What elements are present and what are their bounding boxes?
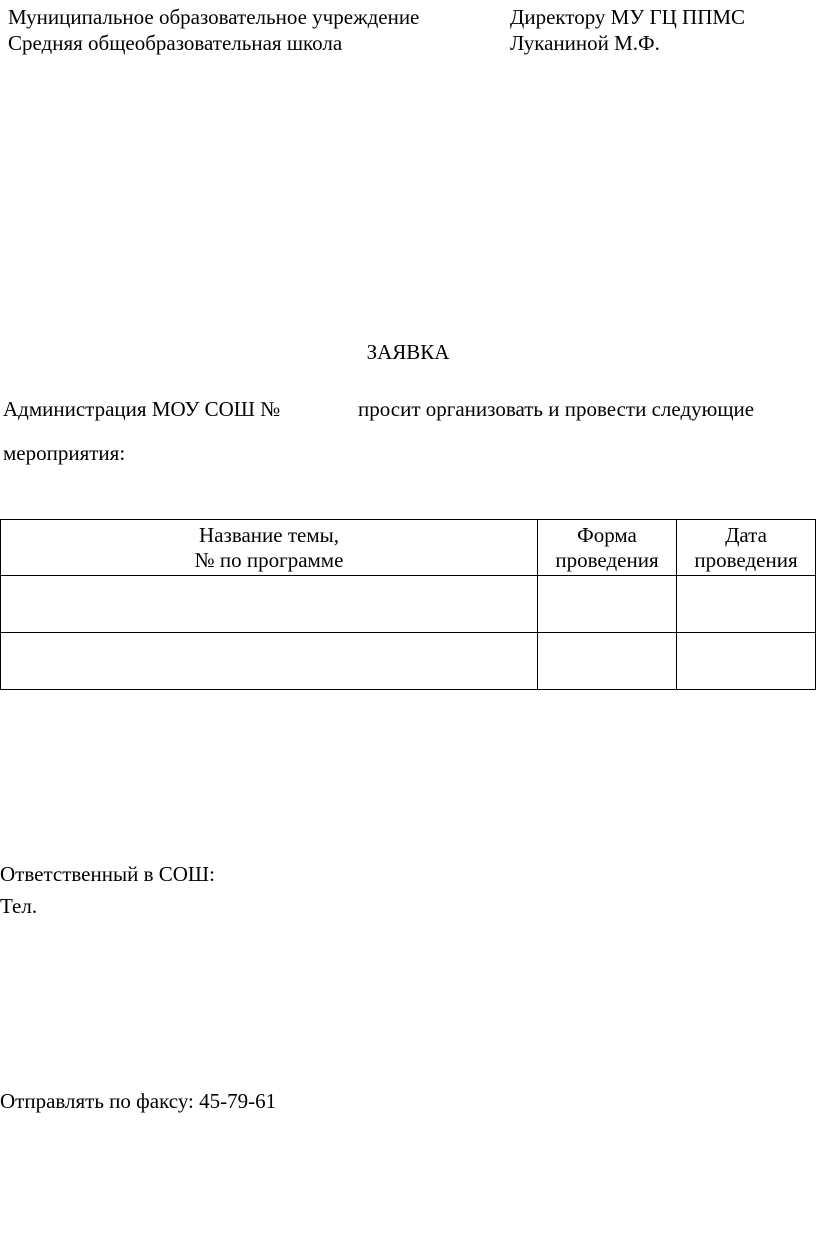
header-form <box>538 520 677 576</box>
recipient-line-1: Директору МУ ГЦ ППМС <box>510 5 746 29</box>
table-row <box>1 576 816 633</box>
header-date-line-1: Дата <box>725 523 767 547</box>
request-text-events: мероприятия: <box>3 441 126 465</box>
header-topic <box>1 520 538 576</box>
recipient-line-2: Луканиной М.Ф. <box>510 31 660 55</box>
recipient-block <box>510 4 745 56</box>
header-date <box>677 520 816 576</box>
header-form-line-1: Форма <box>577 523 637 547</box>
responsible-label: Ответственный в СОШ: <box>0 862 215 886</box>
header-date-line-2: проведения <box>694 548 798 572</box>
header-topic-line-1: Название темы, <box>199 523 339 547</box>
sender-line-2: Средняя общеобразовательная школа <box>8 31 343 55</box>
header-form-line-2: проведения <box>555 548 659 572</box>
table-row <box>1 633 816 690</box>
fax-instruction: Отправлять по факсу: 45-79-61 <box>0 1089 277 1113</box>
table-cell-form[interactable] <box>538 633 677 690</box>
table-header-row <box>1 520 816 576</box>
phone-label: Тел. <box>0 894 38 918</box>
table-cell-topic[interactable] <box>1 576 538 633</box>
events-table <box>0 519 816 690</box>
request-text-school: Администрация МОУ СОШ № <box>3 397 281 421</box>
table-cell-topic[interactable] <box>1 633 538 690</box>
request-text-action: просит организовать и провести следующие <box>358 397 755 421</box>
document-title: ЗАЯВКА <box>366 340 450 364</box>
table-cell-date[interactable] <box>677 633 816 690</box>
sender-block <box>8 4 419 56</box>
header-topic-line-2: № по программе <box>194 548 344 572</box>
sender-line-1: Муниципальное образовательное учреждение <box>8 5 420 29</box>
table-cell-date[interactable] <box>677 576 816 633</box>
table-cell-form[interactable] <box>538 576 677 633</box>
